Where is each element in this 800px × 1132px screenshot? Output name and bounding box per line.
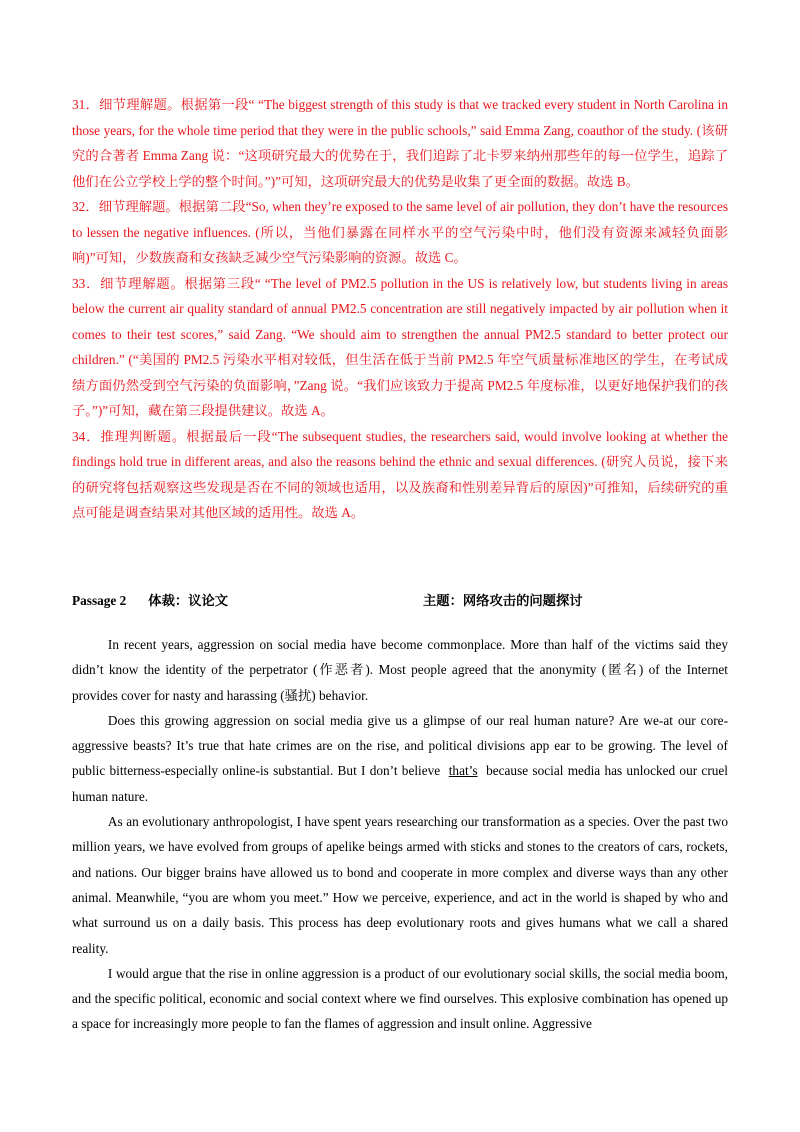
answer-32: 32．细节理解题。根据第二段“So, when they’re exposed to the same level of air pollution, they don’t have the resources to lessen the negative influences. (所以，当他们暴露在同样水平的空气污染中时，他们没有资源来减轻负面影响)”可知，少数族裔和女孩缺乏减少空气污染影响的资源。故选 C。 bbox=[72, 199, 728, 265]
paragraph-3: As an evolutionary anthropologist, I have spent years researching our transformation as a species. Over the past two million years, we have evolved from groups of apelike beings armed with sticks and stones to the creators of cars, rockets, and nations. Our bigger brains have allowed us to bond and cooperate in more complex and diverse ways than any other animal. Meanwhile, “you are whom you meet.” How we perceive, experience, and act in the world is shaped by who and what surround us on a daily basis. This process has deep evolutionary roots and gives humans what we call a shared reality. bbox=[72, 814, 728, 956]
passage-body bbox=[72, 632, 728, 1037]
underlined-word: that’s bbox=[448, 763, 478, 779]
passage-genre: 体裁：议论文 bbox=[148, 593, 229, 608]
passage-header bbox=[72, 590, 728, 614]
paragraph-2-before: Does this growing aggression on social media give us a glimpse of our real human nature? Are we-at our core-aggressive beasts? It’s true that hate crimes are on the rise, and political divisions app ear to be growing. The level of public bitterness-especially online-is substantial. But I don’t believe bbox=[72, 712, 728, 779]
answer-31: 31．细节理解题。根据第一段“ “The biggest strength of this study is that we tracked every student in North Carolina in those years, for the whole time period that they were in the public schools,” said Emma Zang, coauthor of the study. (该研究的合著者 Emma Zang 说：“这项研究最大的优势在于，我们追踪了北卡罗来纳州那些年的每一位学生，追踪了他们在公立学校上学的整个时间。”)”可知，这项研究最大的优势是收集了更全面的数据。故选 B。 bbox=[72, 97, 728, 189]
paragraph-4: I would argue that the rise in online aggression is a product of our evolutionary social skills, the social media boom, and the specific political, economic and social context where we find ourselves. This explosive combination has opened up a space for increasingly more people to fan the flames of aggression and insult online. Aggressive bbox=[72, 965, 728, 1032]
passage-label-group bbox=[72, 590, 228, 609]
passage-topic: 主题：网络攻击的问题探讨 bbox=[423, 593, 583, 608]
paragraph-1: In recent years, aggression on social media have become commonplace. More than half of the victims said they didn’t know the identity of the perpetrator (作恶者). Most people agreed that the anonymity (匿名) of the Internet provides cover for nasty and harassing (骚扰) behavior. bbox=[72, 637, 728, 703]
passage-label: Passage 2 bbox=[72, 593, 127, 608]
paragraph-2 bbox=[72, 708, 728, 809]
answer-33: 33．细节理解题。根据第三段“ “The level of PM2.5 pollution in the US is relatively low, but students living in areas below the current air quality standard of annual PM2.5 concentration are still negatively impacted by air pollution when it comes to their test scores,” said Zang. “We should aim to strengthen the annual PM2.5 standard to better protect our children.” (“美国的 PM2.5 污染水平相对较低，但生活在低于当前 PM2.5 年空气质量标准地区的学生，在考试成绩方面仍然受到空气污染的负面影响，”Zang 说。“我们应该致力于提高 PM2.5 年度标准，以更好地保护我们的孩子。”)”可知，藏在第三段提供建议。故选 A。 bbox=[72, 275, 728, 418]
answer-explanations bbox=[72, 92, 728, 526]
answer-34: 34．推理判断题。根据最后一段“The subsequent studies, the researchers said, would involve looking at whether the findings hold true in different areas, and also the reasons behind the ethnic and sexual differences. (研究人员说，接下来的研究将包括观察这些发现是否在不同的领域也适用，以及族裔和性别差异背后的原因)”可推知，后续研究的重点可能是调查结果对其他区域的适用性。故选 A。 bbox=[72, 428, 728, 520]
paragraph-2-after: because social media has unlocked our cruel human nature. bbox=[72, 763, 728, 804]
